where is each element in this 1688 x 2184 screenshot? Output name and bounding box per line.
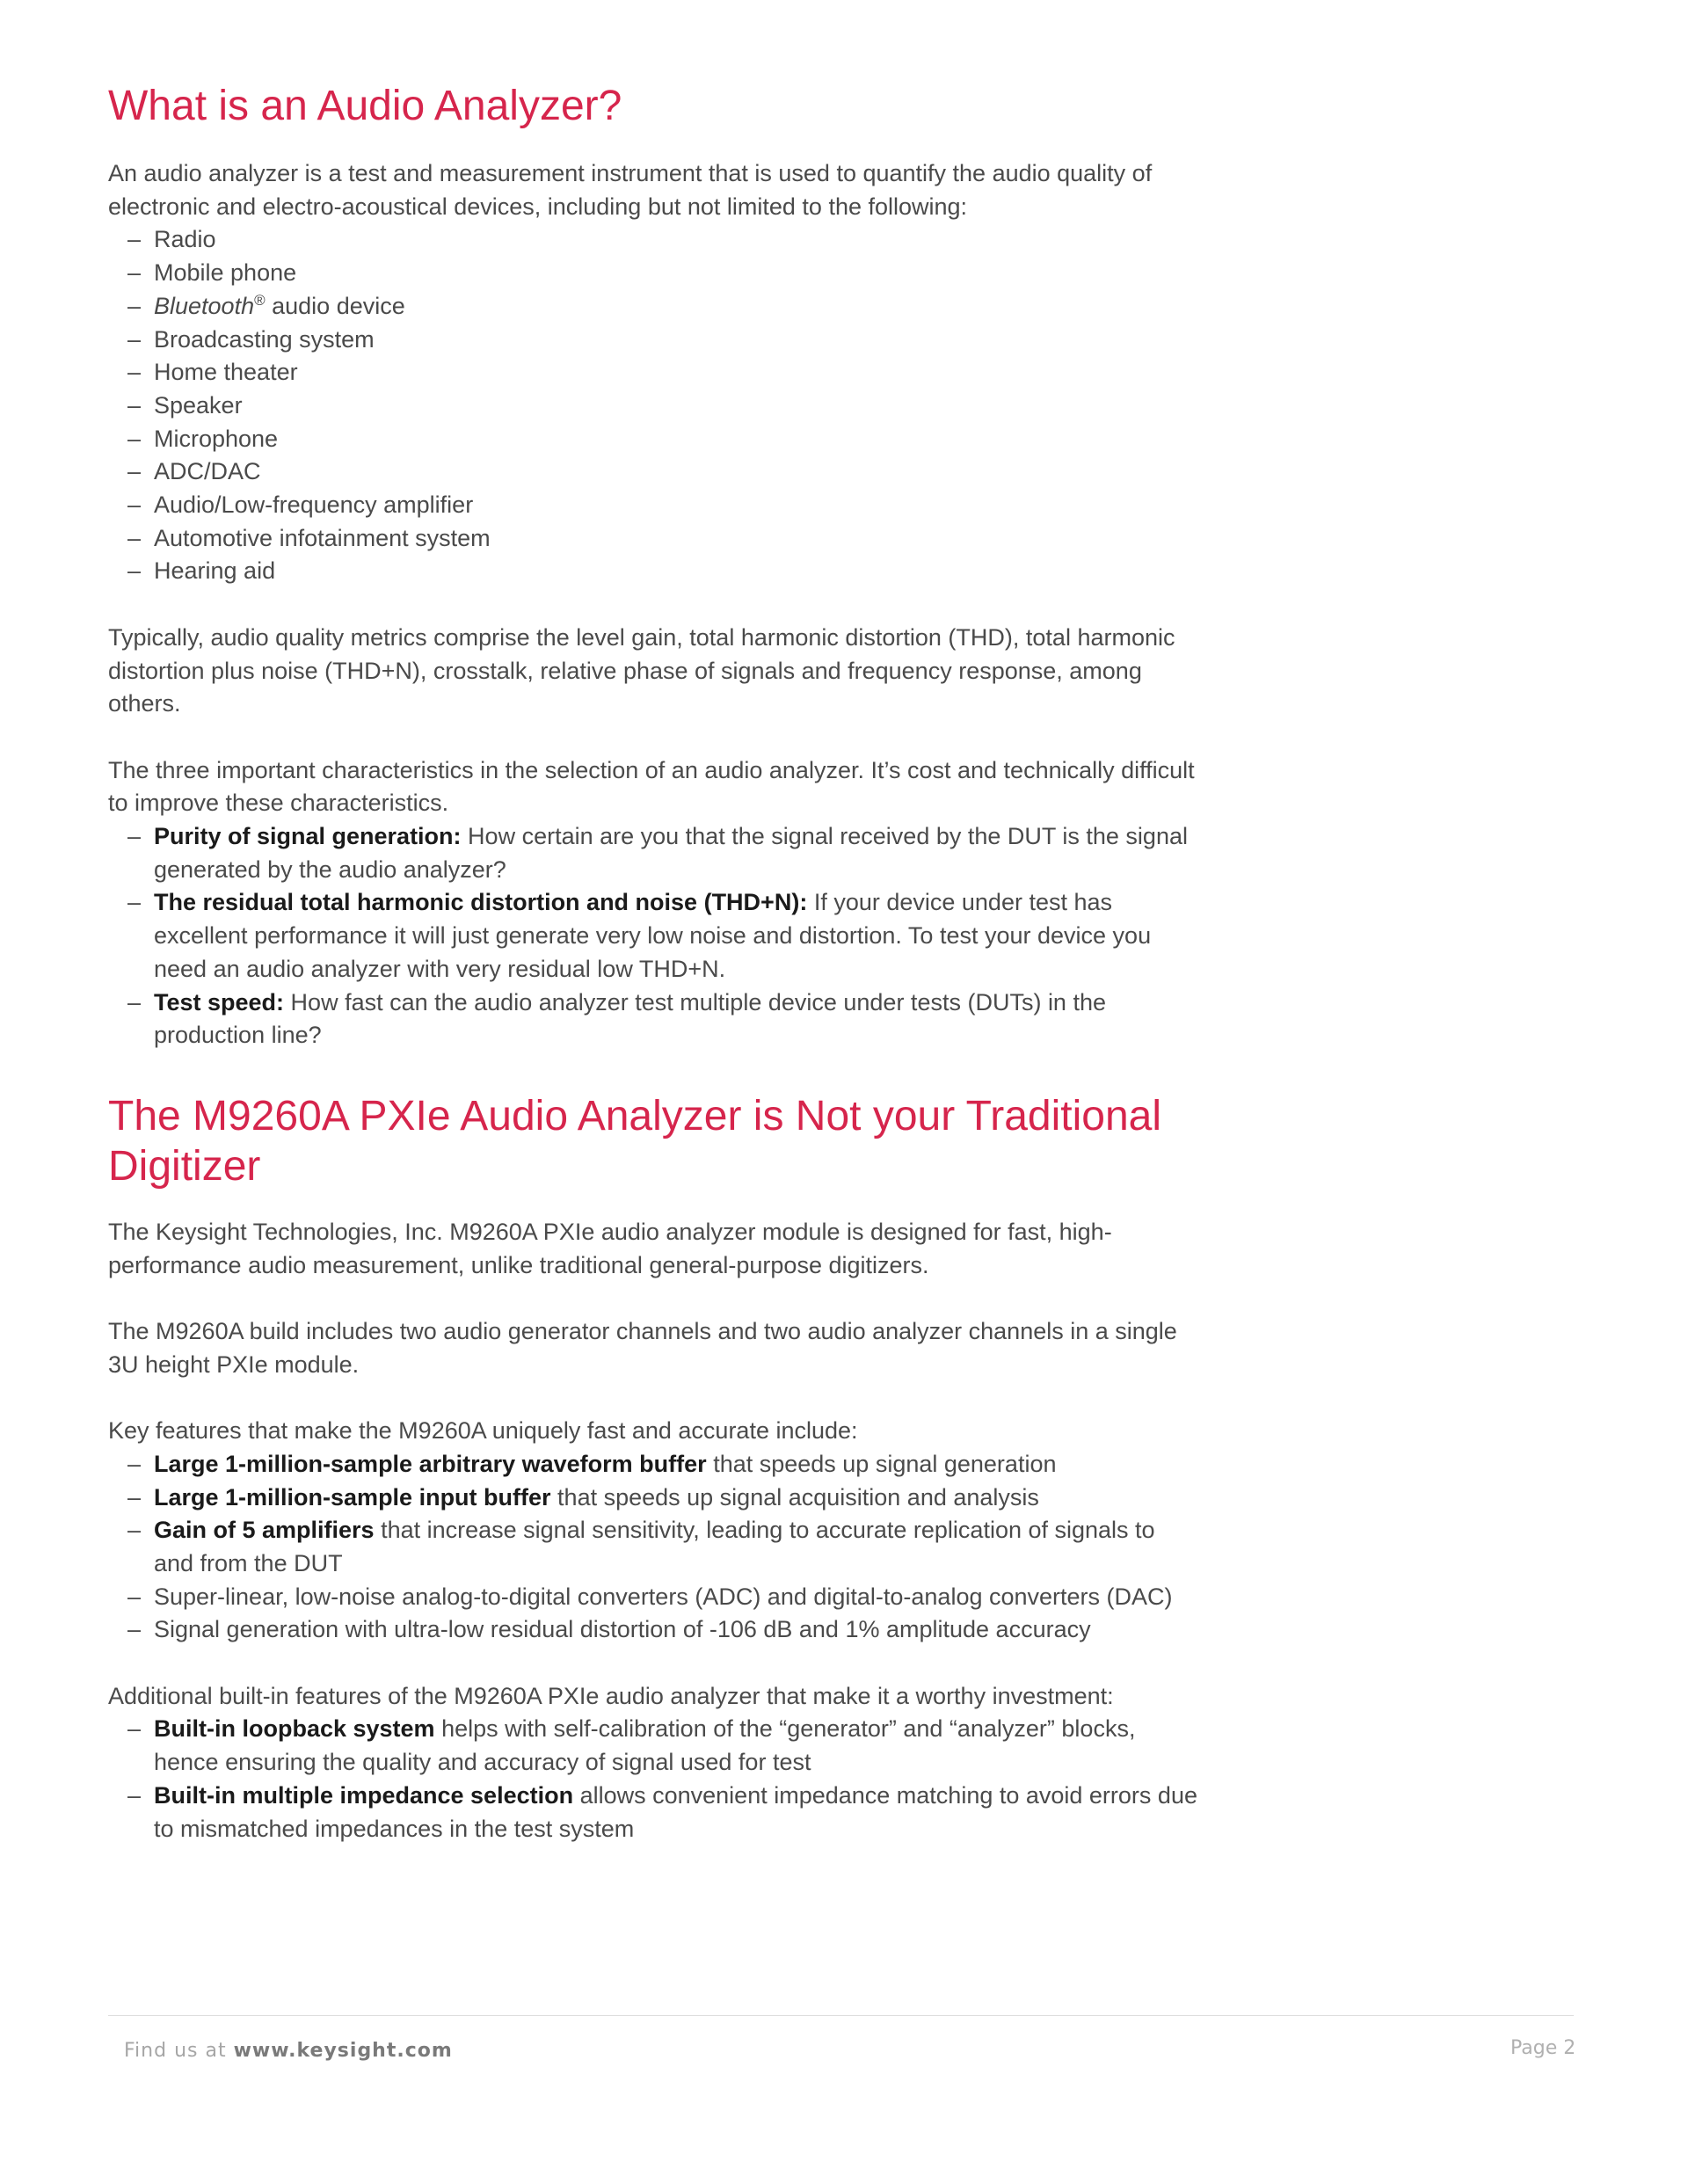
dash-bullet: – xyxy=(127,458,142,485)
list-item: – Automotive infotainment system xyxy=(108,522,1198,556)
list-item: – Microphone xyxy=(108,423,1198,456)
intro-paragraph: An audio analyzer is a test and measurement instrument that is used to quantify the audio quality of electronic and electro-acoustical devices, including but not limited to the following: xyxy=(108,160,1153,220)
page-number: Page 2 xyxy=(1510,2037,1576,2059)
spacer xyxy=(108,721,1198,754)
footer-divider xyxy=(108,2015,1574,2016)
list-item: – Bluetooth® audio device xyxy=(108,290,1198,324)
list-item: – Gain of 5 amplifiers that increase signal sensitivity, leading to accurate replication of signals to and from the DUT xyxy=(108,1514,1198,1580)
additional-features-intro: Additional built-in features of the M9260A PXIe audio analyzer that make it a worthy investment: xyxy=(108,1682,1114,1709)
metrics-paragraph: Typically, audio quality metrics comprise the level gain, total harmonic distortion (THD), total harmonic distortion plus noise (THD+N), crosstalk, relative phase of signals and frequency response, among others. xyxy=(108,623,1175,717)
dash-bullet: – xyxy=(127,1616,142,1643)
list-item: – Purity of signal generation: How certain are you that the signal received by the DUT is the signal generated by the audio analyzer? xyxy=(108,820,1198,886)
dash-bullet: – xyxy=(127,889,142,916)
spacer xyxy=(108,1282,1198,1315)
dash-bullet: – xyxy=(127,359,142,386)
list-item: – Audio/Low-frequency amplifier xyxy=(108,489,1198,522)
key-features-intro: Key features that make the M9260A uniquely fast and accurate include: xyxy=(108,1417,858,1445)
section-heading-audio-analyzer: What is an Audio Analyzer? xyxy=(108,83,622,129)
dash-bullet: – xyxy=(127,226,142,253)
list-item: – Speaker xyxy=(108,389,1198,423)
key-features-list xyxy=(108,1448,1198,1647)
dash-bullet: – xyxy=(127,425,142,452)
dash-bullet: – xyxy=(127,1483,142,1511)
keysight-paragraph: The Keysight Technologies, Inc. M9260A PXIe audio analyzer module is designed for fast, high-performance audio measurement, unlike traditional general-purpose digitizers. xyxy=(108,1218,1112,1278)
list-item: – Large 1-million-sample arbitrary waveform buffer that speeds up signal generation xyxy=(108,1448,1198,1481)
dash-bullet: – xyxy=(127,1450,142,1477)
build-paragraph: The M9260A build includes two audio generator channels and two audio analyzer channels in a single 3U height PXIe module. xyxy=(108,1318,1177,1378)
section-heading-m9260a: The M9260A PXIe Audio Analyzer is Not your Traditional Digitizer xyxy=(108,1092,1162,1190)
characteristics-list xyxy=(108,820,1198,1052)
dash-bullet: – xyxy=(127,1781,142,1809)
list-item: – Radio xyxy=(108,223,1198,257)
dash-bullet: – xyxy=(127,325,142,353)
dash-bullet: – xyxy=(127,823,142,850)
footer-find-us: Find us at www.keysight.com xyxy=(124,2040,453,2062)
dash-bullet: – xyxy=(127,1517,142,1544)
spacer xyxy=(108,588,1198,622)
characteristics-intro: The three important characteristics in the selection of an audio analyzer. It’s cost and technically difficult to improve these characteristics. xyxy=(108,756,1195,817)
dash-bullet: – xyxy=(127,259,142,287)
dash-bullet: – xyxy=(127,491,142,519)
list-item: – Broadcasting system xyxy=(108,324,1198,357)
list-item: – Super-linear, low-noise analog-to-digital converters (ADC) and digital-to-analog converters (DAC) xyxy=(108,1581,1198,1614)
dash-bullet: – xyxy=(127,1715,142,1743)
list-item: – Hearing aid xyxy=(108,555,1198,588)
dash-bullet: – xyxy=(127,391,142,419)
list-item: – Large 1-million-sample input buffer that speeds up signal acquisition and analysis xyxy=(108,1481,1198,1515)
additional-features-list xyxy=(108,1713,1198,1845)
footer-link[interactable]: www.keysight.com xyxy=(233,2040,453,2062)
dash-bullet: – xyxy=(127,1583,142,1610)
list-item: – Home theater xyxy=(108,356,1198,389)
device-list xyxy=(108,223,1198,588)
list-item: – Mobile phone xyxy=(108,257,1198,290)
page-content xyxy=(108,81,1198,1845)
dash-bullet: – xyxy=(127,988,142,1016)
list-item: – Built-in loopback system helps with self-calibration of the “generator” and “analyzer” blocks, hence ensuring the quality and accuracy of signal used for test xyxy=(108,1713,1198,1779)
spacer xyxy=(108,1647,1198,1680)
list-item: – Test speed: How fast can the audio analyzer test multiple device under tests (DUTs) in the production line? xyxy=(108,986,1198,1052)
list-item: – ADC/DAC xyxy=(108,455,1198,489)
spacer xyxy=(108,1381,1198,1415)
dash-bullet: – xyxy=(127,292,142,319)
list-item: – Built-in multiple impedance selection allows convenient impedance matching to avoid errors due to mismatched impedances in the test system xyxy=(108,1780,1198,1845)
dash-bullet: – xyxy=(127,557,142,585)
dash-bullet: – xyxy=(127,524,142,551)
list-item: – Signal generation with ultra-low residual distortion of -106 dB and 1% amplitude accuracy xyxy=(108,1613,1198,1647)
list-item: – The residual total harmonic distortion and noise (THD+N): If your device under test has excellent performance it will just generate very low noise and distortion. To test your device you need an audio analyzer with very residual low THD+N. xyxy=(108,886,1198,986)
